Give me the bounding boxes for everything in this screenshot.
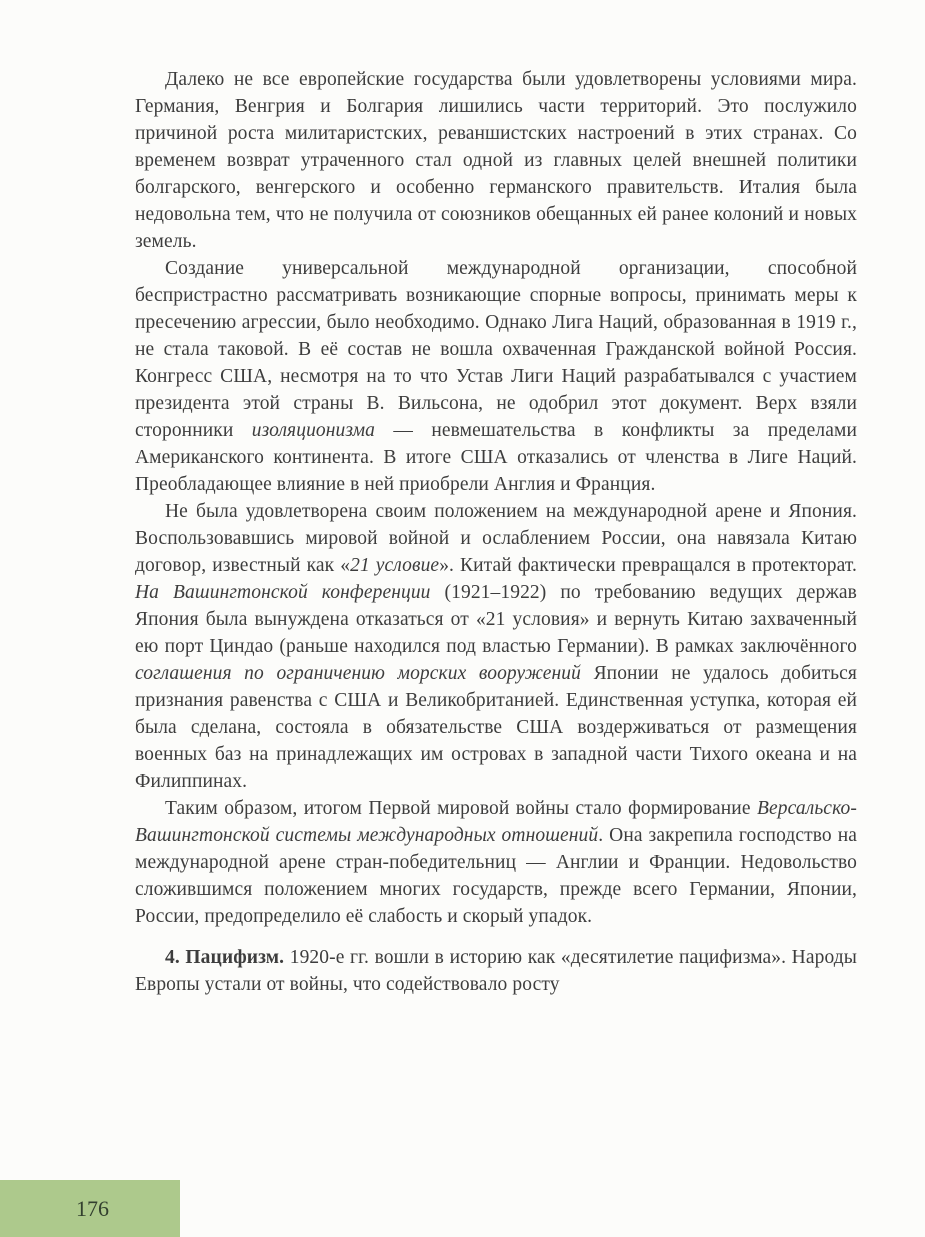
paragraph-japan [135, 498, 857, 795]
page-number-label: 176 [76, 1195, 109, 1221]
bold-run: 4. Пацифизм. [165, 947, 285, 968]
italic-run: соглашения по ограничению морских вооружений [135, 663, 581, 684]
text-run: Далеко не все европейские государства были удовлетворены условиями мира. Германия, Венгрия и Болгария лишились части территорий. Это послужило причиной роста милитаристских, реваншистских настроений в этих странах. Со временем возврат утраченного стал одной из главных целей внешней политики болгарского, венгерского и особенно германского правительств. Италия была недовольна тем, что не получила от союзников обещанных ей ранее колоний и новых земель. [135, 69, 857, 252]
italic-run: изоляционизма [251, 420, 376, 441]
page-number-box [0, 1180, 180, 1237]
text-column [135, 66, 857, 998]
text-run: — невмешательства в конфликты за пределами Американского континента. В итоге США отказались от членства в Лиге Наций. Преобладающее влияние в ней приобрели Англия и Франция. [135, 420, 857, 495]
text-run: . Она закрепила господство на международной арене стран-победительниц — Англии и Франции. Недовольство сложившимся положением многих государств, прежде всего Германии, Японии, России, предопределило её слабость и скорый упадок. [135, 825, 857, 927]
italic-run: На Вашингтонской конференции [135, 582, 431, 603]
paragraph-pacifism [135, 944, 857, 998]
text-run: ». Китай фактически превращался в протекторат. [439, 555, 857, 576]
italic-run: Версальско-Вашингтонской системы международных отношений [135, 798, 857, 846]
italic-run: 21 условие [350, 555, 440, 576]
paragraph-versailles-system [135, 795, 857, 930]
paragraph-peace-terms [135, 66, 857, 255]
text-run: Не была удовлетворена своим положением на международной арене и Япония. Воспользовавшись мировой войной и ослаблением России, она навязала Китаю договор, известный как « [135, 501, 857, 576]
paragraph-league-of-nations [135, 255, 857, 498]
text-run: Таким образом, итогом Первой мировой войны стало формирование [165, 798, 758, 819]
text-run: Создание универсальной международной организации, способной беспристрастно рассматривать возникающие спорные вопросы, принимать меры к пресечению агрессии, было необходимо. Однако Лига Наций, образованная в 1919 г., не стала таковой. В её состав не вошла охваченная Гражданской войной Россия. Конгресс США, несмотря на то что Устав Лиги Наций разрабатывался с участием президента этой страны В. Вильсона, не одобрил этот документ. Верх взяли сторонники [135, 258, 857, 441]
text-run: Японии не удалось добиться признания равенства с США и Великобританией. Единственная уступка, которая ей была сделана, состояла в обязательстве США воздерживаться от размещения военных баз на принадлежащих им островах в западной части Тихого океана и на Филиппинах. [135, 663, 857, 792]
text-run: 1920-е гг. вошли в историю как «десятилетие пацифизма». Народы Европы устали от войны, что содействовало росту [135, 947, 857, 995]
text-run: (1921–1922) по требованию ведущих держав Япония была вынуждена отказаться от «21 условия» и вернуть Китаю захваченный ею порт Циндао (раньше находился под властью Германии). В рамках заключённого [135, 582, 857, 657]
